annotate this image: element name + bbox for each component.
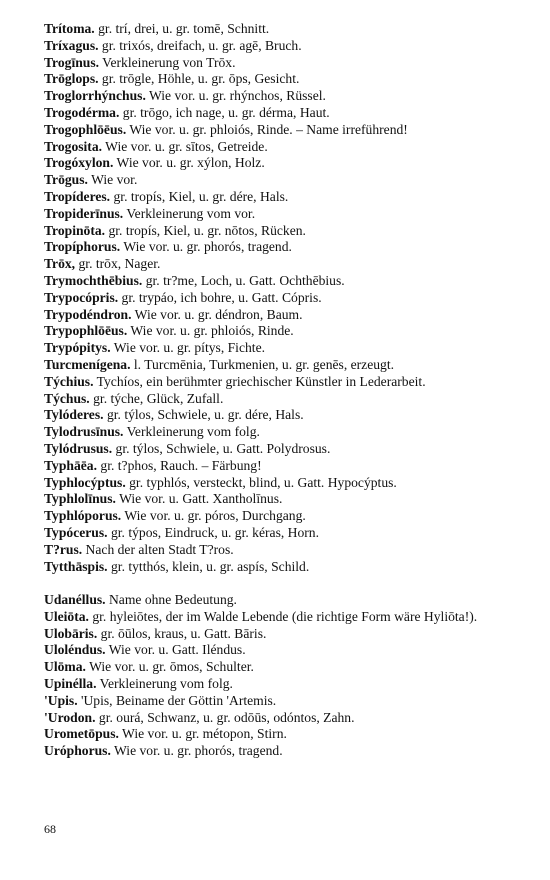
entry-definition: Wie vor. u. Gatt. Iléndus. [105,642,246,658]
entry-term: Trogosita. [44,138,103,154]
dictionary-entry [44,710,510,727]
dictionary-entry [44,290,510,307]
dictionary-entry [44,223,510,240]
dictionary-entry [44,21,510,38]
entry-term: Ulōma. [44,659,86,675]
dictionary-entry [44,55,510,72]
entry-definition: gr. trōgo, ich nage, u. gr. dérma, Haut. [119,104,330,120]
entry-term: Uróphorus. [44,743,111,759]
dictionary-entry [44,38,510,55]
entry-term: Tylodrusīnus. [44,424,124,440]
dictionary-entry [44,441,510,458]
dictionary-entry [44,206,510,223]
entry-group-t [44,21,510,575]
dictionary-entry [44,475,510,492]
entry-term: Týchius. [44,373,94,389]
entry-definition: gr. trōgle, Höhle, u. gr. ōps, Gesicht. [98,71,300,87]
entry-group-u [44,592,510,760]
entry-term: Typhlóporus. [44,508,122,524]
entry-term: Typócerus. [44,524,108,540]
entry-definition: Wie vor. u. gr. xýlon, Holz. [113,155,265,171]
dictionary-entry [44,458,510,475]
dictionary-entry [44,105,510,122]
entry-definition: gr. typhlós, versteckt, blind, u. Gatt. Hypocýptus. [125,474,397,490]
dictionary-entry [44,239,510,256]
entry-term: Tropinōta. [44,222,106,238]
entry-definition: Wie vor. u. gr. sītos, Getreide. [102,138,268,154]
dictionary-entry [44,659,510,676]
entry-term: Urometōpus. [44,726,119,742]
entry-definition: 'Upis, Beiname der Göttin 'Artemis. [77,692,277,708]
entry-definition: gr. týche, Glück, Zufall. [89,390,224,406]
entry-term: Typhlocýptus. [44,474,126,490]
entry-definition: Wie vor. u. gr. phloiós, Rinde. [127,323,294,339]
dictionary-entry [44,323,510,340]
entry-term: Trōx, [44,256,76,272]
entry-definition: Wie vor. u. gr. ōmos, Schulter. [85,659,254,675]
entry-term: Tytthāspis. [44,558,108,574]
entry-definition: gr. tr?me, Loch, u. Gatt. Ochthēbius. [142,272,345,288]
entry-term: Tylódrusus. [44,440,113,456]
group-separator [44,575,510,592]
dictionary-entry [44,357,510,374]
entry-definition: gr. týpos, Eindruck, u. gr. kéras, Horn. [107,524,319,540]
entry-definition: Wie vor. u. gr. póros, Durchgang. [121,508,306,524]
dictionary-entry [44,609,510,626]
entry-definition: Wie vor. u. gr. phloiós, Rinde. – Name irreführend! [126,121,408,137]
entry-definition: Wie vor. u. gr. phorós, tragend. [120,239,292,255]
entry-definition: gr. t?phos, Rauch. – Färbung! [97,457,262,473]
entry-definition: l. Turcmēnia, Turkmenien, u. gr. genēs, erzeugt. [130,356,395,372]
entry-definition: gr. trixós, dreifach, u. gr. agē, Bruch. [98,37,302,53]
entry-term: Ulobāris. [44,625,98,641]
entry-term: 'Upis. [44,692,78,708]
dictionary-entry [44,592,510,609]
dictionary-entry [44,508,510,525]
entry-definition: Wie vor. u. gr. pítys, Fichte. [110,340,265,356]
entry-definition: Verkleinerung vom vor. [123,205,256,221]
entry-term: T?rus. [44,541,83,557]
dictionary-entry [44,374,510,391]
entry-definition: Verkleinerung vom folg. [123,424,260,440]
entry-definition: gr. týlos, Schwiele, u. Gatt. Polydrosus. [112,440,331,456]
entry-definition: Wie vor. u. gr. rhýnchos, Rüssel. [145,88,326,104]
entry-definition: gr. ōūlos, kraus, u. Gatt. Bāris. [97,625,267,641]
dictionary-entry [44,491,510,508]
entry-definition: Verkleinerung von Trōx. [99,54,236,70]
entry-term: Trōglops. [44,71,99,87]
entry-term: Uloléndus. [44,642,106,658]
entry-term: Trogophlōēus. [44,121,127,137]
entry-definition: gr. týlos, Schwiele, u. gr. dére, Hals. [103,407,304,423]
entry-term: Turcmenígena. [44,356,131,372]
entry-term: Trypophlōēus. [44,323,128,339]
entry-term: Trypodéndron. [44,306,132,322]
entry-definition: Wie vor. [87,172,138,188]
entry-term: Tríxagus. [44,37,99,53]
dictionary-entry [44,88,510,105]
entry-term: Tropíphorus. [44,239,121,255]
dictionary-entry [44,626,510,643]
dictionary-entry [44,559,510,576]
entry-term: Troglorrhýnchus. [44,88,146,104]
entry-definition: Verkleinerung vom folg. [96,676,233,692]
entry-definition: Nach der alten Stadt T?ros. [82,541,234,557]
dictionary-entry [44,693,510,710]
dictionary-entry [44,424,510,441]
entry-term: Typhāēa. [44,457,98,473]
entry-definition: gr. tropís, Kiel, u. gr. nōtos, Rücken. [105,222,306,238]
entry-term: Typhlolīnus. [44,491,116,507]
entry-term: Trogīnus. [44,54,100,70]
entry-definition: Wie vor. u. gr. métopon, Stirn. [118,726,287,742]
entry-term: Trítoma. [44,21,95,36]
entry-term: Uleiōta. [44,608,89,624]
entry-definition: Name ohne Bedeutung. [105,592,237,608]
entry-definition: gr. trí, drei, u. gr. tomē, Schnitt. [94,21,270,36]
entry-definition: Wie vor. u. Gatt. Xantholīnus. [115,491,283,507]
entry-term: Trymochthēbius. [44,272,143,288]
dictionary-entry [44,71,510,88]
entry-term: Trypocópris. [44,289,119,305]
entry-definition: Wie vor. u. gr. déndron, Baum. [131,306,303,322]
entry-definition: gr. ourá, Schwanz, u. gr. odōūs, odóntos, Zahn. [95,709,355,725]
dictionary-entry [44,307,510,324]
dictionary-entry [44,726,510,743]
dictionary-entry [44,542,510,559]
entry-definition: gr. tropís, Kiel, u. gr. dére, Hals. [110,188,289,204]
entry-definition: gr. tytthós, klein, u. gr. aspís, Schild. [107,558,310,574]
dictionary-entry [44,676,510,693]
entry-term: Trōgus. [44,172,88,188]
dictionary-entry [44,139,510,156]
dictionary-entry [44,172,510,189]
dictionary-entry [44,743,510,760]
entry-term: Týchus. [44,390,90,406]
dictionary-entry [44,155,510,172]
dictionary-entry [44,189,510,206]
entry-term: Trypópitys. [44,340,111,356]
entry-definition: gr. trypáo, ich bohre, u. Gatt. Cópris. [118,289,322,305]
entry-definition: gr. hyleiōtes, der im Walde Lebende (die richtige Form wäre Hyliōta!). [88,608,478,624]
entry-term: Trogóxylon. [44,155,114,171]
dictionary-entry [44,525,510,542]
entry-term: Upinélla. [44,676,97,692]
entry-list [44,21,510,760]
dictionary-entry [44,391,510,408]
dictionary-entry [44,407,510,424]
entry-term: Udanéllus. [44,592,106,608]
entry-definition: Tychíos, ein berühmter griechischer Künstler in Lederarbeit. [93,373,426,389]
entry-term: Tropiderīnus. [44,205,124,221]
dictionary-entry [44,273,510,290]
dictionary-entry [44,256,510,273]
dictionary-entry [44,642,510,659]
page-number: 68 [44,822,56,836]
dictionary-entry [44,340,510,357]
entry-definition: gr. trōx, Nager. [75,256,161,272]
dictionary-entry [44,122,510,139]
entry-definition: Wie vor. u. gr. phorós, tragend. [110,743,283,759]
entry-term: Trogodérma. [44,104,120,120]
entry-term: Tylóderes. [44,407,104,423]
entry-term: Tropíderes. [44,188,111,204]
entry-term: 'Urodon. [44,709,96,725]
